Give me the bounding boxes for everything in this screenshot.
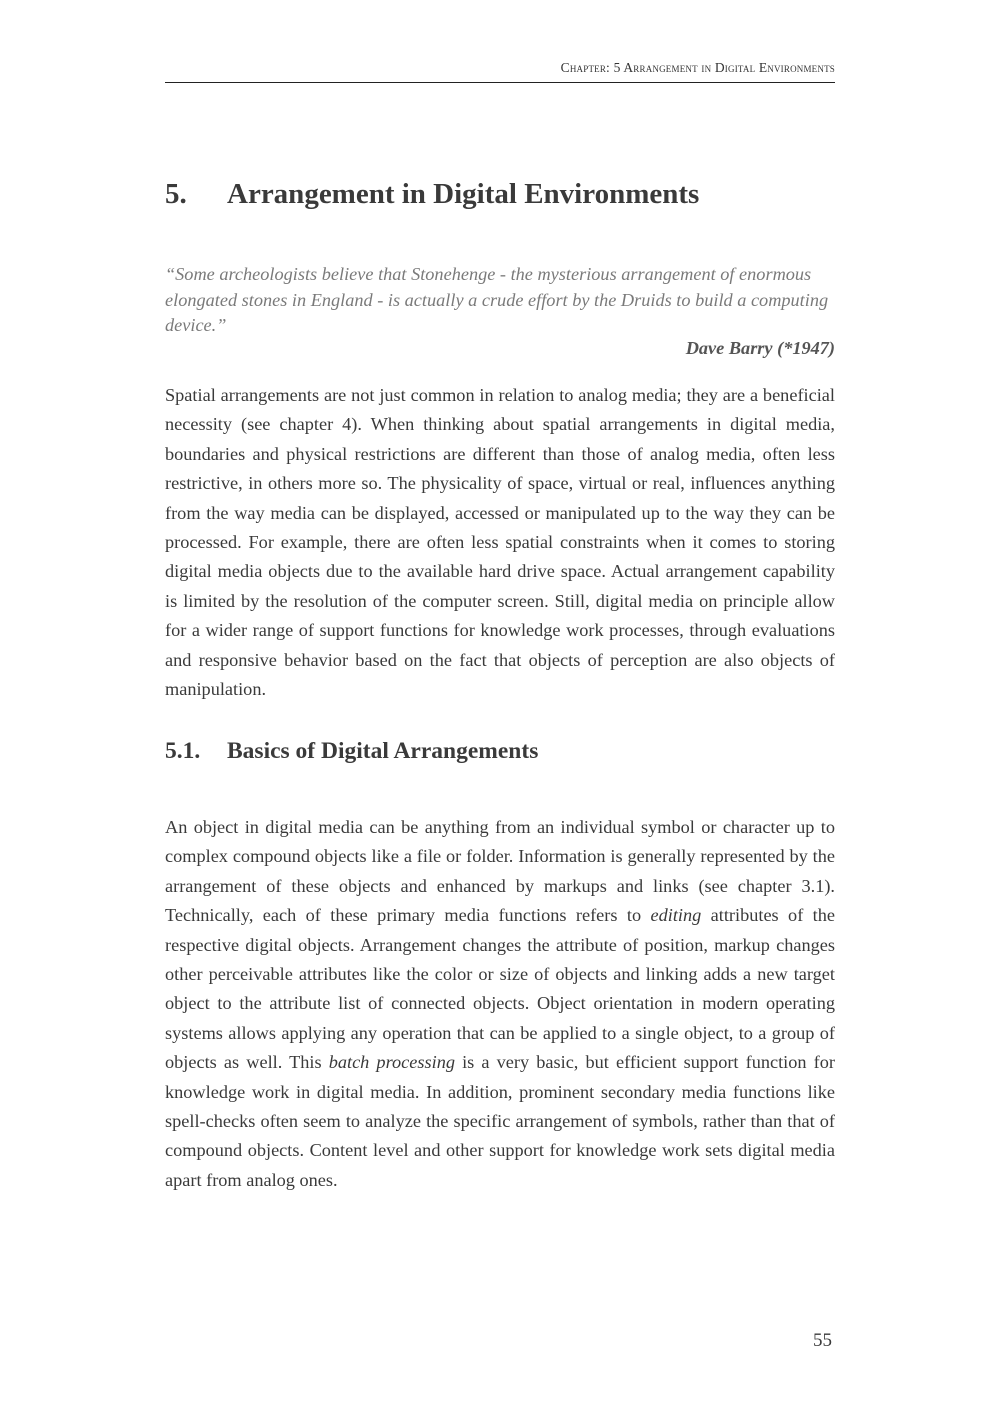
- epigraph-author: Dave Barry (*1947): [685, 338, 835, 358]
- page-number: 55: [813, 1330, 832, 1351]
- chapter-title: Arrangement in Digital Environments: [227, 178, 700, 210]
- chapter-number: 5.: [165, 178, 187, 210]
- chapter-heading: [165, 178, 699, 211]
- paragraph-text: attributes of the respective digital objects. Arrangement changes the attribute of position, markup changes other perceivable attributes like the color or size of objects and linking adds a new target object to the attribute list of connected objects. Object orientation in modern operating systems allows applying any operation that can be applied to a single object, to a group of objects as well. This: [165, 905, 835, 1073]
- header-rule: [165, 82, 835, 83]
- section-heading: [165, 738, 538, 765]
- running-header: Chapter: 5 Arrangement in Digital Environments: [560, 60, 835, 75]
- paragraph-text: An object in digital media can be anything from an individual symbol or character up to complex compound objects like a file or folder. Information is generally represented by the arrangement of these objects and enhanced by markups and links (see chapter 3.1). Technically, each of these primary media functions refers to: [165, 817, 835, 926]
- body-paragraph-1: Spatial arrangements are not just common in relation to analog media; they are a beneficial necessity (see chapter 4). When thinking about spatial arrangements in digital media, boundaries and physical restrictions are different than those of analog media, often less restrictive, in others more so. The physicality of space, virtual or real, influences anything from the way media can be displayed, accessed or manipulated up to the way they can be processed. For example, there are often less spatial constraints when it comes to storing digital media objects due to the available hard drive space. Actual arrangement capability is limited by the resolution of the computer screen. Still, digital media on principle allow for a wider range of support functions for knowledge work processes, through evaluations and responsive behavior based on the fact that objects of perception are also objects of manipulation.: [165, 385, 835, 700]
- body-paragraph-2: [165, 813, 835, 1195]
- paragraph-text: is a very basic, but efficient support function for knowledge work in digital media. In addition, prominent secondary media functions like spell-checks often seem to analyze the specific arrangement of symbols, rather than that of compound objects. Content level and other support for knowledge work sets digital media apart from analog ones.: [165, 1052, 835, 1190]
- emphasis-editing: editing: [650, 905, 702, 926]
- epigraph-quote: “Some archeologists believe that Stonehenge - the mysterious arrangement of enormous elongated stones in England - is actually a crude effort by the Druids to build a computing device.”: [165, 264, 829, 335]
- section-title: Basics of Digital Arrangements: [227, 738, 539, 764]
- section-number: 5.1.: [165, 738, 201, 764]
- emphasis-batch-processing: batch processing: [328, 1052, 455, 1073]
